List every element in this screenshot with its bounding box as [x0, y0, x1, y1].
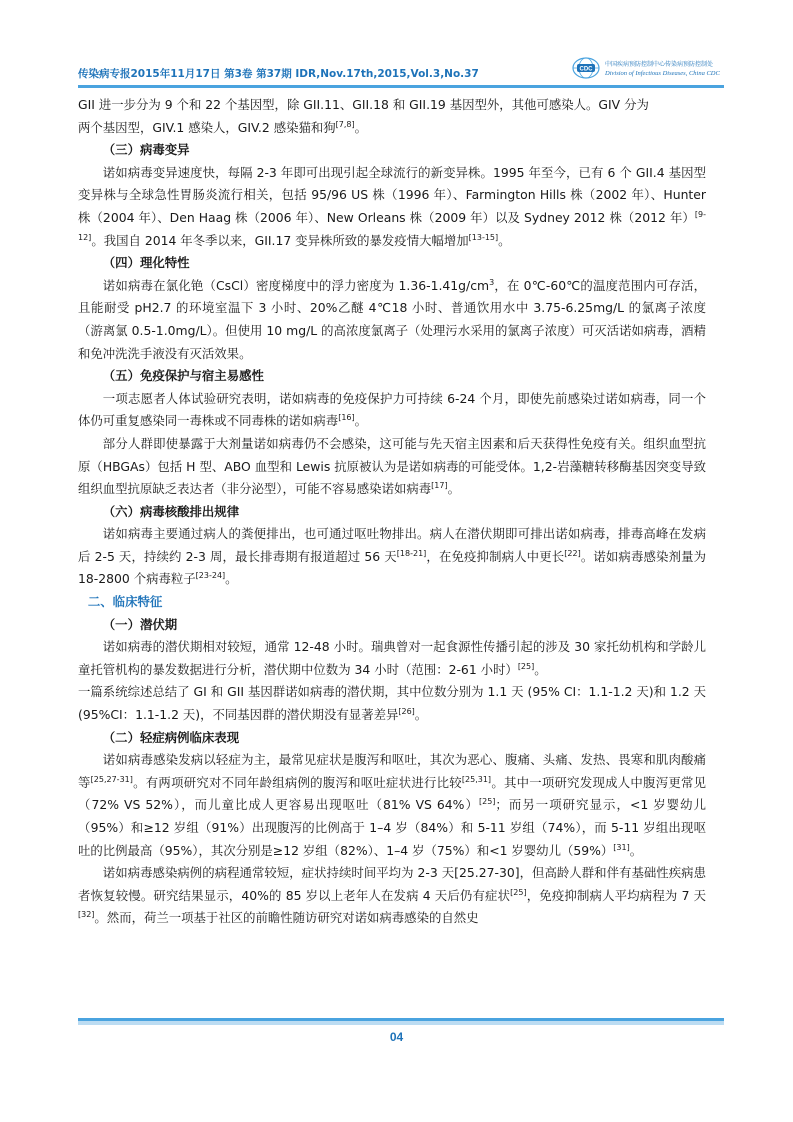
footer-rule: [78, 1018, 724, 1025]
paragraph-genotypes: [78, 94, 706, 139]
paragraph-incubation-1: 诺如病毒的潜伏期相对较短，通常 12-48 小时。瑞典曾对一起食源性传播引起的涉及 30 家托幼机构和学龄儿童托管机构的暴发数据进行分析，潜伏期中位数为 34 小时（范围：2-61 小时）[25]。: [78, 639, 706, 677]
cdc-logo-icon: [571, 56, 601, 80]
citation-en: IDR,Nov.17th,2015,Vol.3,No.37: [295, 68, 479, 80]
header-citation: [78, 66, 479, 81]
citation: [23-24]: [195, 571, 226, 581]
article-body: [78, 94, 706, 930]
subheading-mild-cases: （二）轻症病例临床表现: [102, 729, 240, 745]
citation: [25]: [517, 661, 535, 671]
genotype-line-1: GII 进一步分为 9 个和 22 个基因型，除 GII.11、GII.18 和 GII.19 基因型外，其他可感染人。GIV 分为: [78, 97, 649, 112]
paragraph-variation: 诺如病毒变异速度快，每隔 2-3 年即可出现引起全球流行的新变异株。1995 年至今，已有 6 个 GII.4 基因型变异株与全球急性胃肠炎流行相关，包括 95/96 US 株（1996 年）、Farmington Hills 株（2002 年）、Hunter 株（2004 年）、Den Haag 株（2006 年）、New Orleans 株（2009 年）以及 Sydney 2012 株（2012 年）[9-12]。我国自 2014 年冬季以来，GII.17 变异株所致的暴发疫情大幅增加[13-15]。: [78, 164, 706, 248]
citation: [22]: [564, 548, 581, 558]
header-rule: [78, 85, 724, 88]
citation: [17]: [431, 480, 448, 490]
subheading-immunity: （五）免疫保护与宿主易感性: [102, 368, 264, 384]
page-number: 04: [389, 1030, 404, 1044]
paragraph-incubation-2: 一篇系统综述总结了 GI 和 GII 基因群诺如病毒的潜伏期，其中位数分别为 1.1 天 (95% CI：1.1-1.2 天)和 1.2 天(95%CI：1.1-1.2 天)，不同基因群的潜伏期没有显著差异[26]。: [78, 684, 706, 723]
paragraph-physicochemical: 诺如病毒在氯化铯（CsCl）密度梯度中的浮力密度为 $1.36-1.41g/cm^3$，在 0℃-60℃的温度范围内可存活，且能耐受 pH2.7 的环境室温下 3 小时、20%乙醚 4℃18 小时、普通饮用水中 3.75-6.25mg/L 的氯离子浓度（游离氯 0.5-1.0mg/L）。但使用 10 mg/L 的高浓度氯离子（处理污水采用的氯离子浓度）可灭活诺如病毒，酒精和免冲洗洗手液没有灭活效果。: [78, 277, 706, 361]
paragraph-symptoms: 诺如病毒感染发病以轻症为主，最常见症状是腹泻和呕吐，其次为恶心、腹痛、头痛、发热、畏寒和肌肉酸痛等[25,27-31]。有两项研究对不同年龄组病例的腹泻和呕吐症状进行比较[25,31]。其中一项研究发现成人中腹泻更常见（72% VS 52%），而儿童比成人更容易出现呕吐（81% VS 64%）[25]；而另一项研究显示，<1 岁婴幼儿（95%）和≥12 岁组（91%）出现腹泻的比例高于 1–4 岁（84%）和 5-11 岁组（74%），而 5-11 岁组出现呕吐的比例最高（95%），其次分别是≥12 岁组（82%）、1–4 岁（75%）和<1 岁婴幼儿（59%）[31]。: [78, 752, 707, 858]
org-name-cn: 中国疾病预防控制中心传染病预防控制处: [605, 61, 714, 68]
citation: [13-15]: [468, 232, 499, 242]
citation: [18-21]: [396, 548, 427, 558]
org-name-en: Division of Infectious Diseases, China CDC: [605, 70, 720, 77]
citation: [25,31]: [461, 774, 492, 784]
issue-date: 2015年11月17日: [130, 68, 221, 80]
section-heading-clinical: 二、临床特征: [87, 594, 163, 610]
paragraph-shedding: 诺如病毒主要通过病人的粪便排出，也可通过呕吐物排出。病人在潜伏期即可排出诺如病毒，排毒高峰在发病后 2-5 天，持续约 2-3 周，最长排毒期有报道超过 56 天[18-21]，在免疫抑制病人中更长[22]。诺如病毒感染剂量为 18-2800 个病毒粒子[23-24]。: [78, 526, 707, 587]
paragraph-immunity-1: 一项志愿者人体试验研究表明，诺如病毒的免疫保护力可持续 6-24 个月，即使先前感染过诺如病毒，同一个体仍可重复感染同一毒株或不同毒株的诺如病毒[16]。: [78, 390, 706, 429]
citation: [31]: [613, 842, 630, 852]
citation: [25]: [478, 797, 496, 807]
citation: [16]: [338, 413, 355, 423]
citation: [9-12]: [78, 209, 706, 242]
volume: 第3卷: [224, 68, 253, 80]
genotype-line-2: 两个基因型，GIV.1 感染人，GIV.2 感染猫和狗[7,8]。: [78, 119, 368, 135]
page-header: [78, 54, 724, 88]
citation: [25,27-31]: [90, 774, 133, 784]
paragraph-immunity-2: 部分人群即使暴露于大剂量诺如病毒仍不会感染，这可能与先天宿主因素和后天获得性免疫有关。组织血型抗原（HBGAs）包括 H 型、ABO 血型和 Lewis 抗原被认为是诺如病毒的可能受体。1,2-岩藻糖转移酶基因突变导致组织血型抗原缺乏表达者（非分泌型），可能不容易感染诺如病毒[17]。: [78, 435, 706, 497]
citation: [7,8]: [335, 119, 355, 129]
citation: [25]: [510, 887, 527, 897]
subheading-variation: （三）病毒变异: [102, 142, 190, 158]
citation: [26]: [398, 706, 415, 716]
subheading-shedding: （六）病毒核酸排出规律: [102, 503, 240, 519]
journal-name: 传染病专报: [78, 68, 131, 80]
issue: 第37期: [256, 68, 292, 80]
subheading-incubation: （一）潜伏期: [102, 616, 178, 632]
subheading-physicochemical: （四）理化特性: [102, 255, 190, 271]
citation: [32]: [78, 910, 95, 920]
paragraph-course: 诺如病毒感染病例的病程通常较短，症状持续时间平均为 2-3 天[25.27-30]，但高龄人群和伴有基础性疾病患者恢复较慢。研究结果显示，40%的 85 岁以上老年人在发病 4 天后仍有症状[25]，免疫抑制病人平均病程为 7 天[32]。然而，荷兰一项基于社区的前瞻性随访研究对诺如病毒感染的自然史: [78, 865, 706, 926]
superscript: 3: [489, 277, 495, 287]
org-name: [605, 60, 720, 78]
logo-text: CDC: [579, 66, 593, 73]
